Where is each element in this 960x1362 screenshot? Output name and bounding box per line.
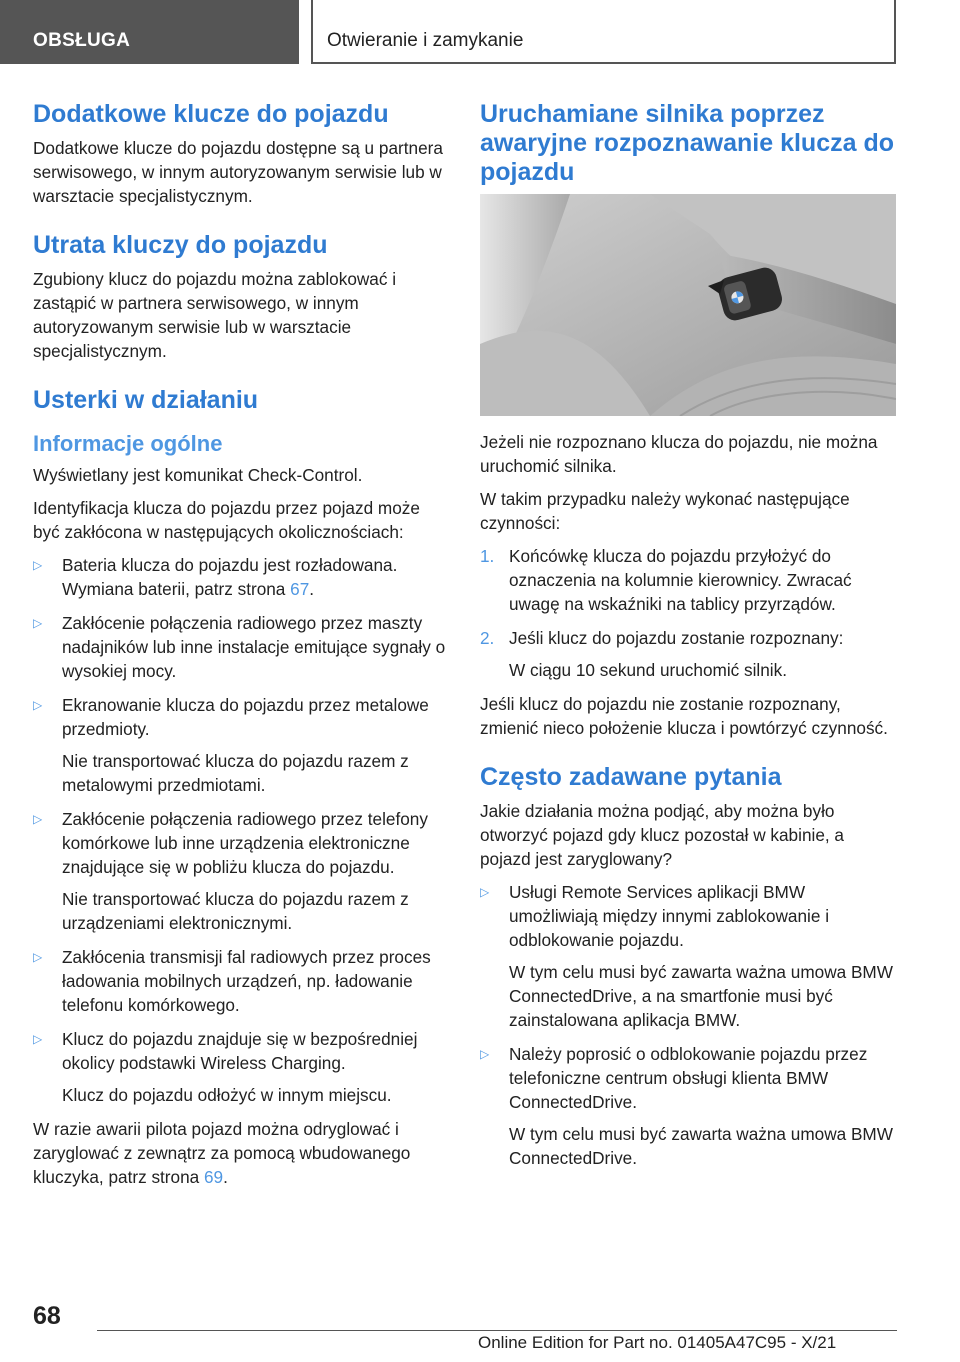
- steering-column-key-photo: [480, 194, 896, 416]
- list-item: 2. Jeśli klucz do pojazdu zostanie rozpoznany: W ciągu 10 sekund uruchomić silnik.: [480, 628, 844, 680]
- triangle-bullet-icon: ▷: [33, 1032, 43, 1046]
- list-item: ▷ Należy poprosić o odblokowanie pojazdu przez telefoniczne centrum obsługi klienta BMW ConnectedDrive. W tym celu musi być zawarta ważna umowa BMW ConnectedDrive.: [480, 1044, 893, 1168]
- paragraph-steps-intro: W takim przypadku należy wykonać następujące czynności:: [480, 489, 850, 533]
- steps-list: [480, 544, 896, 682]
- paragraph-if-not-recognized: Jeśli klucz do pojazdu nie zostanie rozpoznany, zmienić nieco położenie klucza i powtórzyć czynność.: [480, 694, 888, 738]
- heading-key-loss: Utrata kluczy do pojazdu: [33, 231, 328, 259]
- page-ref-link[interactable]: 69: [204, 1167, 224, 1187]
- paragraph-emergency-unlock: W razie awarii pilota pojazd można odryglować i zaryglować z zewnątrz za pomocą wbudowanego kluczyka, patrz strona 69.: [33, 1119, 411, 1187]
- heading-emergency-start: Uruchamiane silnika poprzez awaryjne rozpoznawanie klucza do pojazdu: [480, 100, 895, 186]
- paragraph-extra-keys: Dodatkowe klucze do pojazdu dostępne są u partnera serwisowego, w innym autoryzowanym serwisie lub w warsztacie specjalistycznym.: [33, 138, 443, 206]
- list-item: ▷ Klucz do pojazdu znajduje się w bezpośredniej okolicy podstawki Wireless Charging. Klucz do pojazdu odłożyć w innym miejscu.: [33, 1029, 418, 1105]
- faq-list: [480, 880, 896, 1170]
- left-column: [33, 100, 451, 1198]
- list-item: ▷ Zakłócenie połączenia radiowego przez maszty nadajników lub inne instalacje emitujące sygnały o wysokiej mocy.: [33, 613, 446, 681]
- list-item: ▷ Ekranowanie klucza do pojazdu przez metalowe przedmioty. Nie transportować klucza do pojazdu razem z metalowymi przedmiotami.: [33, 695, 429, 795]
- list-item: ▷ Zakłócenia transmisji fal radiowych przez proces ładowania mobilnych urządzeń, np. ładowanie telefonu komórkowego.: [33, 947, 431, 1015]
- list-item: ▷ Bateria klucza do pojazdu jest rozładowana. Wymiana baterii, patrz strona 67.: [33, 555, 398, 599]
- triangle-bullet-icon: ▷: [33, 558, 43, 572]
- triangle-bullet-icon: ▷: [33, 950, 43, 964]
- malfunction-list: [33, 553, 451, 1107]
- triangle-bullet-icon: ▷: [480, 1047, 490, 1061]
- section-tab: OBSŁUGA: [0, 0, 299, 64]
- heading-general-info: Informacje ogólne: [33, 431, 223, 456]
- page-ref-link[interactable]: 67: [290, 579, 310, 599]
- heading-malfunction: Usterki w działaniu: [33, 386, 259, 414]
- edition-text: Online Edition for Part no. 01405A47C95 - X/21: [478, 1333, 837, 1352]
- list-item: ▷ Zakłócenie połączenia radiowego przez telefony komórkowe lub inne urządzenia elektroniczne znajdujące się w pobliżu klucza do pojazdu. Nie transportować klucza do pojazdu razem z urządzeniami elektronicznymi.: [33, 809, 428, 933]
- paragraph-key-loss: Zgubiony klucz do pojazdu można zablokować i zastąpić w partnera serwisowego, w innym autoryzowanym serwisie lub w warsztacie specjalistycznym.: [33, 269, 397, 361]
- page-header: [0, 0, 960, 66]
- paragraph-check-control: Wyświetlany jest komunikat Check-Control.: [33, 465, 363, 485]
- list-item: ▷ Usługi Remote Services aplikacji BMW umożliwiają między innymi zablokowanie i odblokowanie pojazdu. W tym celu musi być zawarta ważna umowa BMW ConnectedDrive, a na smartfonie musi być zainstalowana aplikacja BMW.: [480, 882, 893, 1030]
- page-number: 68: [33, 1302, 61, 1330]
- triangle-bullet-icon: ▷: [33, 812, 43, 826]
- list-item: 1. Końcówkę klucza do pojazdu przyłożyć do oznaczenia na kolumnie kierownicy. Zwracać uwagę na wskaźniki na tablicy przyrządów.: [480, 546, 852, 614]
- paragraph-faq-question: Jakie działania można podjąć, aby można było otworzyć pojazd gdy klucz pozostał w kabinie, a pojazd jest zaryglowany?: [480, 801, 844, 869]
- triangle-bullet-icon: ▷: [480, 885, 490, 899]
- heading-faq: Często zadawane pytania: [480, 763, 782, 791]
- triangle-bullet-icon: ▷: [33, 698, 43, 712]
- heading-extra-keys: Dodatkowe klucze do pojazdu: [33, 100, 389, 128]
- right-column: [480, 100, 896, 1180]
- chapter-title: Otwieranie i zamykanie: [311, 0, 896, 64]
- step-number: 2.: [480, 628, 495, 648]
- footer-divider: [97, 1330, 897, 1331]
- step-number: 1.: [480, 546, 495, 566]
- paragraph-identification: Identyfikacja klucza do pojazdu przez pojazd może być zakłócona w następujących okolicznościach:: [33, 498, 420, 542]
- triangle-bullet-icon: ▷: [33, 616, 43, 630]
- paragraph-not-recognized: Jeżeli nie rozpoznano klucza do pojazdu, nie można uruchomić silnika.: [480, 432, 878, 476]
